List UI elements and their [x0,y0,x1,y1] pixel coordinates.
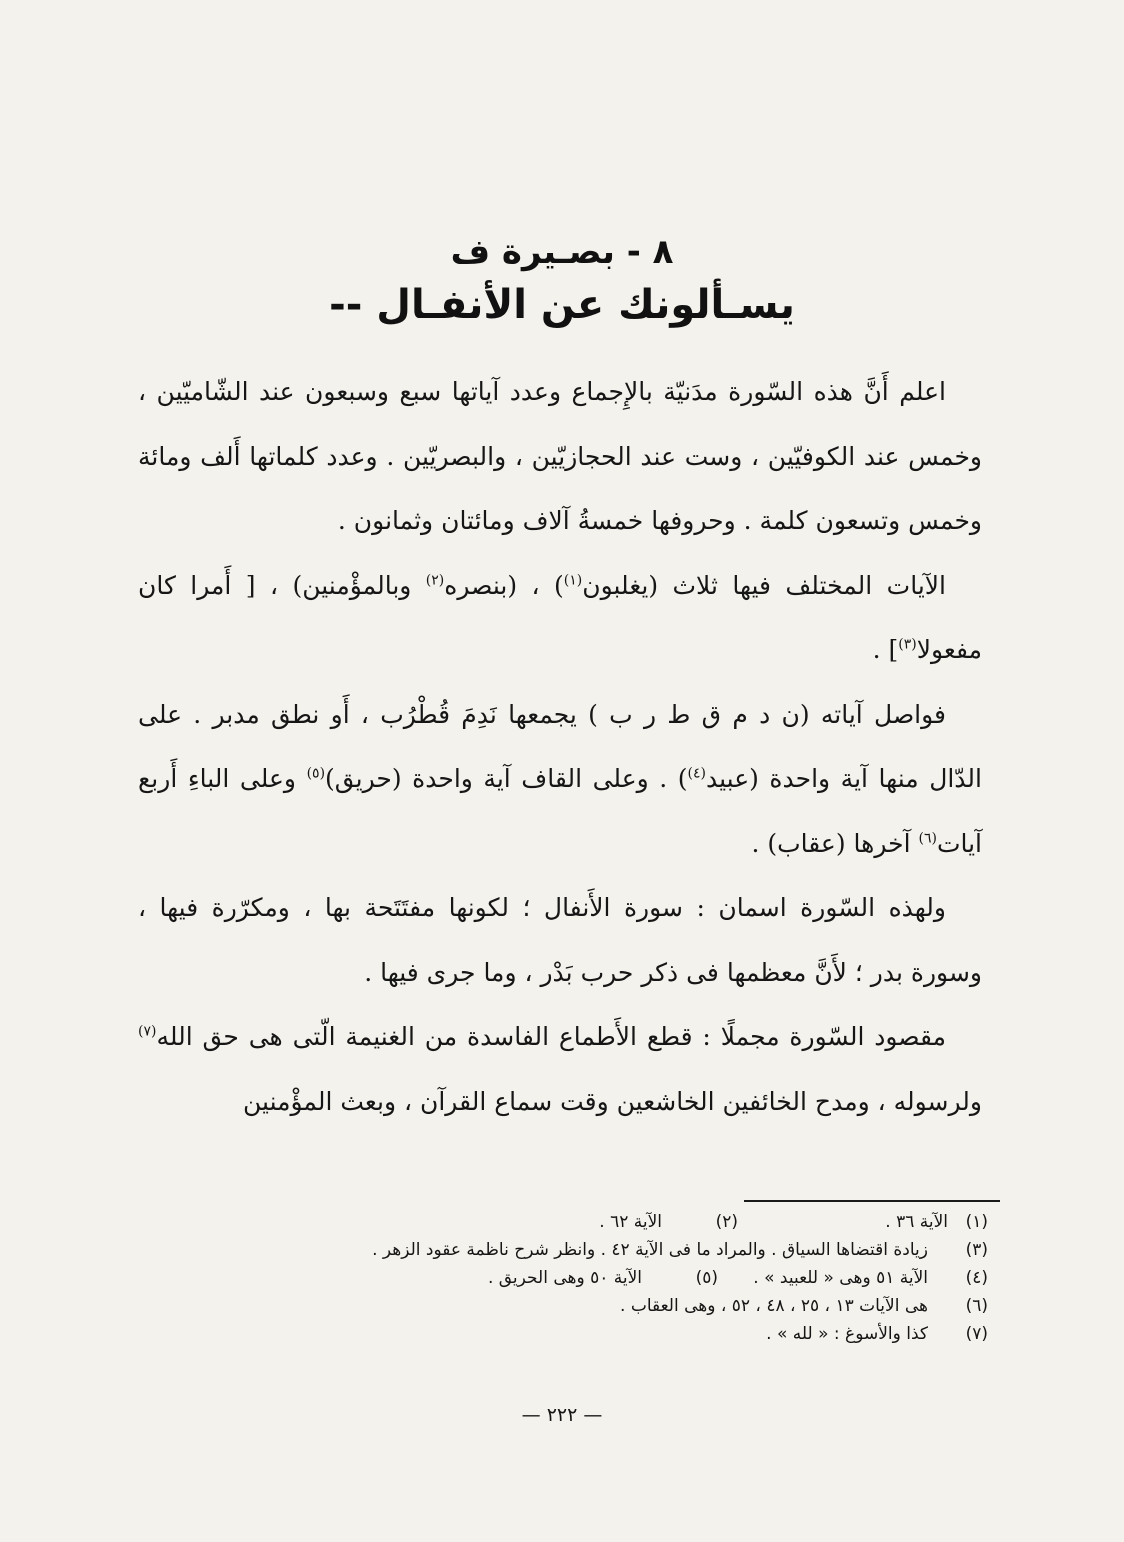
footnote-ref: (١) [563,572,583,589]
footnote-number: (٧) [965,1324,988,1344]
footnote-text: الآية ٥٠ وهى الحريق . [487,1268,642,1288]
paragraph-text: ] . [872,635,899,664]
footnote-text: زيادة اقتضاها السياق . والمراد ما فى الآية ٤٢ . وانظر شرح ناظمة عقود الزهر . [372,1240,928,1260]
paragraph-text: ولرسوله ، ومدح الخائفين الخاشعين وقت سماع القرآن ، وبعث المؤْمنين [243,1086,982,1116]
footnote-row [140,1208,988,1236]
footnote-number: (٢) [715,1212,738,1232]
paragraph-verse-endings [138,683,982,877]
paragraph-text: وبالمؤْمنين) ، [ أَمرا كان مفعولا [138,570,982,664]
footnote-ref: (٥) [306,765,326,782]
paragraph-text: وعلى الباءِ أَربع آيات [138,764,982,858]
paragraph-text: آخرها (عقاب) . [751,828,919,858]
paragraph-text: ) ، (بنصره [444,570,564,600]
footnote-text: الآية ٦٢ . [599,1212,662,1232]
paragraph-text: الآيات المختلف فيها ثلاث (يغلبون [582,570,946,600]
footnote-row [140,1292,988,1320]
footnote-number: (٦) [965,1296,988,1316]
footnote-number: (١) [965,1212,988,1232]
footnote-ref: (٣) [898,636,917,653]
footnote-text: الآية ٥١ وهى « للعبيد » . [753,1268,928,1288]
footnote-ref: (٢) [425,572,445,589]
footnote-row [140,1320,988,1348]
paragraph-intro: اعلم أَنَّ هذه السّورة مدَنيّة بالإِجماع وعدد آياتها سبع وسبعون عند الشّاميّين ، وخمس عند الكوفيّين ، وست عند الحجازيّين ، والبصريّين . وعدد كلماتها أَلف ومائة وخمس وتسعون كلمة . وحروفها خمسةُ آلاف ومائتان وثمانون . [138,377,982,535]
paragraph-text: مقصود السّورة مجملًا : قطع الأَطماع الفاسدة من الغنيمة الّتى هى حق الله [156,1022,946,1051]
footnote-ref: (٤) [687,765,706,782]
paragraph-names: ولهذه السّورة اسمان : سورة الأَنفال ؛ لكونها مفتَتَحة بها ، ومكرّرة فيها ، وسورة بدر ؛ لأَنَّ معظمها فى ذكر حرب بَدْر ، وما جرى فيها . [138,893,982,987]
footnote-text: الآية ٣٦ . [885,1212,948,1232]
chapter-number-heading: ٨ - بصـيرة ف [450,232,674,272]
paragraph-purpose [138,1005,982,1134]
footnote-ref: (٧) [138,1023,157,1040]
footnote-number: (٣) [965,1240,988,1260]
paragraph-text: ) . وعلى القاف آية واحدة (حريق) [325,764,688,793]
footnote-row [140,1236,988,1264]
footnote-number: (٥) [695,1268,718,1288]
footnote-divider [744,1200,1000,1202]
paragraph-disputed-verses [138,554,982,683]
main-text [138,360,982,1134]
footnote-row [140,1264,988,1292]
footnote-number: (٤) [965,1268,988,1288]
footnote-text: هى الآيات ١٣ ، ٢٥ ، ٤٨ ، ٥٢ ، وهى العقاب . [620,1296,928,1316]
footnote-text: كذا والأسوغ : « لله » . [766,1324,928,1344]
page-number: — ٢٢٢ — [521,1404,603,1426]
footnotes [140,1208,988,1348]
chapter-title-heading: يسـألونك عن الأنفـال -- [329,282,795,328]
paragraph-text: فواصل آياته (ن د م ق ط ر ب ) يجمعها نَدِمَ قُطْرُب ، أَو نطق مدبر . على الدّال منها آية واحدة (عبيد [138,699,982,793]
footnote-ref: (٦) [918,830,937,847]
